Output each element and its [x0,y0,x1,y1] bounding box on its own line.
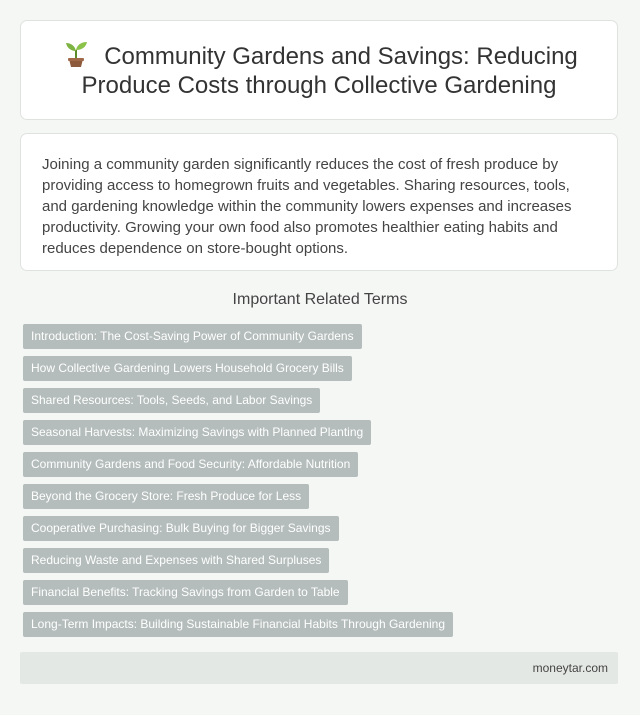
footer [20,652,618,684]
intro-card [20,133,618,271]
related-term-tag[interactable]: Cooperative Purchasing: Bulk Buying for Bigger Savings [23,516,339,541]
page-title [21,40,617,100]
related-term-tag[interactable]: Financial Benefits: Tracking Savings from Garden to Table [23,580,348,605]
related-terms-list [23,324,453,644]
related-term-tag[interactable]: How Collective Gardening Lowers Household Grocery Bills [23,356,352,381]
page-title-text: Community Gardens and Savings: Reducing Produce Costs through Collective Gardening [81,43,578,99]
related-term-tag[interactable]: Introduction: The Cost-Saving Power of Community Gardens [23,324,362,349]
footer-site-link[interactable]: moneytar.com [532,661,608,675]
sprout-icon [60,40,92,68]
related-term-tag[interactable]: Community Gardens and Food Security: Affordable Nutrition [23,452,358,477]
intro-paragraph: Joining a community garden significantly reduces the cost of fresh produce by providing access to homegrown fruits and vegetables. Sharing resources, tools, and gardening knowledge within the community lowers expenses and increases productivity. Growing your own food also promotes healthier eating habits and reduces dependence on store-bought options. [42,156,572,257]
related-term-tag[interactable]: Shared Resources: Tools, Seeds, and Labor Savings [23,388,320,413]
related-term-tag[interactable]: Seasonal Harvests: Maximizing Savings with Planned Planting [23,420,371,445]
related-term-tag[interactable]: Reducing Waste and Expenses with Shared Surpluses [23,548,329,573]
title-card [20,20,618,120]
related-term-tag[interactable]: Long-Term Impacts: Building Sustainable Financial Habits Through Gardening [23,612,453,637]
related-terms-heading: Important Related Terms [232,291,408,308]
related-term-tag[interactable]: Beyond the Grocery Store: Fresh Produce for Less [23,484,309,509]
